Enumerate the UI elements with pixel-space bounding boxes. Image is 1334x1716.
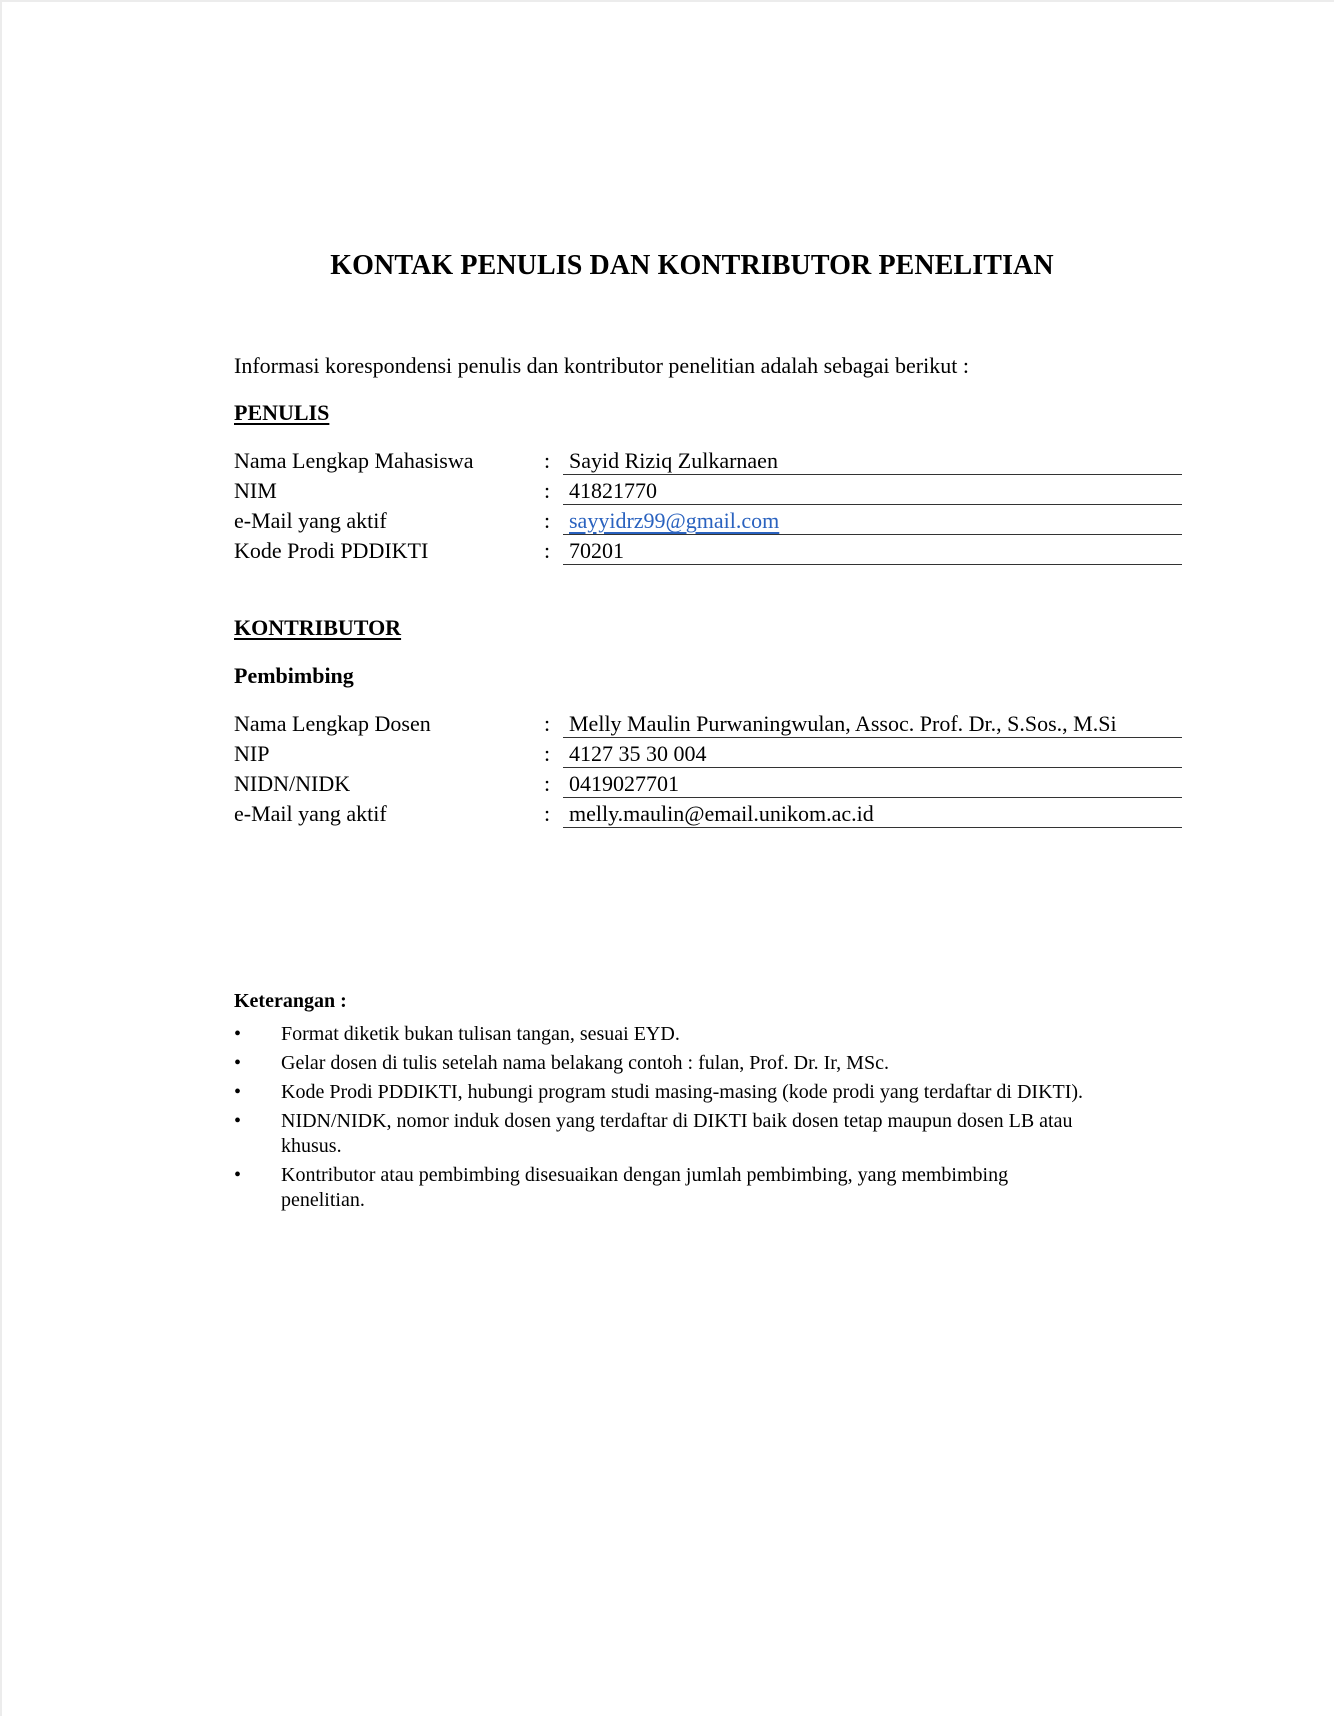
field-underline (563, 801, 1182, 828)
bullet-icon: • (234, 1110, 242, 1132)
bullet-icon: • (234, 1023, 242, 1045)
field-label: Kode Prodi PDDIKTI (234, 538, 429, 563)
field-underline (563, 741, 1182, 768)
list-item-text: Gelar dosen di tulis setelah nama belakang contoh : fulan, Prof. Dr. Ir, MSc. (281, 1052, 889, 1074)
pembimbing-subheading: Pembimbing (234, 663, 354, 688)
field-underline (563, 508, 1182, 535)
bullet-icon: • (234, 1052, 242, 1074)
keterangan-heading: Keterangan : (234, 990, 347, 1012)
field-label: Nama Lengkap Dosen (234, 711, 431, 736)
field-separator: : (544, 478, 551, 503)
penulis-heading: PENULIS (234, 400, 330, 425)
field-value: Melly Maulin Purwaningwulan, Assoc. Prof. Dr., S.Sos., M.Si (569, 711, 1117, 736)
field-underline (563, 448, 1182, 475)
field-nama-dosen (234, 711, 1182, 741)
page-title: KONTAK PENULIS DAN KONTRIBUTOR PENELITIAN (330, 250, 1054, 281)
email-link[interactable]: sayyidrz99@gmail.com (569, 508, 780, 533)
field-label: Nama Lengkap Mahasiswa (234, 448, 474, 473)
field-underline (563, 771, 1182, 798)
field-underline (563, 538, 1182, 565)
list-item-text: Format diketik bukan tulisan tangan, sesuai EYD. (281, 1023, 680, 1045)
field-label: e-Mail yang aktif (234, 508, 387, 533)
field-separator: : (544, 771, 551, 796)
field-separator: : (544, 801, 551, 826)
field-email-dosen (234, 801, 1182, 831)
bullet-icon: • (234, 1081, 242, 1103)
field-value: 0419027701 (569, 771, 679, 796)
list-item-text: Kontributor atau pembimbing disesuaikan dengan jumlah pembimbing, yang membimbing penelitian. (281, 1164, 1009, 1211)
field-value: 41821770 (569, 478, 657, 503)
field-value: 70201 (569, 538, 624, 563)
list-item (234, 1051, 1174, 1076)
list-item (234, 1109, 1174, 1159)
field-label: NIM (234, 478, 277, 503)
keterangan-list (234, 1022, 1174, 1217)
field-email-mahasiswa (234, 508, 1182, 538)
field-underline (563, 711, 1182, 738)
field-kode-prodi (234, 538, 1182, 568)
bullet-icon: • (234, 1164, 242, 1186)
list-item (234, 1163, 1174, 1213)
field-nidn (234, 771, 1182, 801)
list-item (234, 1022, 1174, 1047)
field-separator: : (544, 538, 551, 563)
field-value: Sayid Riziq Zulkarnaen (569, 448, 778, 473)
list-item (234, 1080, 1174, 1105)
field-separator: : (544, 508, 551, 533)
field-underline (563, 478, 1182, 505)
list-item-text: Kode Prodi PDDIKTI, hubungi program studi masing-masing (kode prodi yang terdaftar di DIKTI). (281, 1081, 1084, 1103)
kontributor-heading: KONTRIBUTOR (234, 615, 402, 640)
field-value: melly.maulin@email.unikom.ac.id (569, 801, 874, 826)
field-separator: : (544, 741, 551, 766)
field-separator: : (544, 711, 551, 736)
field-separator: : (544, 448, 551, 473)
field-nip (234, 741, 1182, 771)
field-label: e-Mail yang aktif (234, 801, 387, 826)
intro-text: Informasi korespondensi penulis dan kontributor penelitian adalah sebagai berikut : (234, 353, 969, 378)
field-label: NIDN/NIDK (234, 771, 351, 796)
field-value: 4127 35 30 004 (569, 741, 707, 766)
list-item-text: NIDN/NIDK, nomor induk dosen yang terdaftar di DIKTI baik dosen tetap maupun dosen LB atau khusus. (281, 1110, 1073, 1157)
field-label: NIP (234, 741, 270, 766)
field-nim (234, 478, 1182, 508)
field-nama-mahasiswa (234, 448, 1182, 478)
